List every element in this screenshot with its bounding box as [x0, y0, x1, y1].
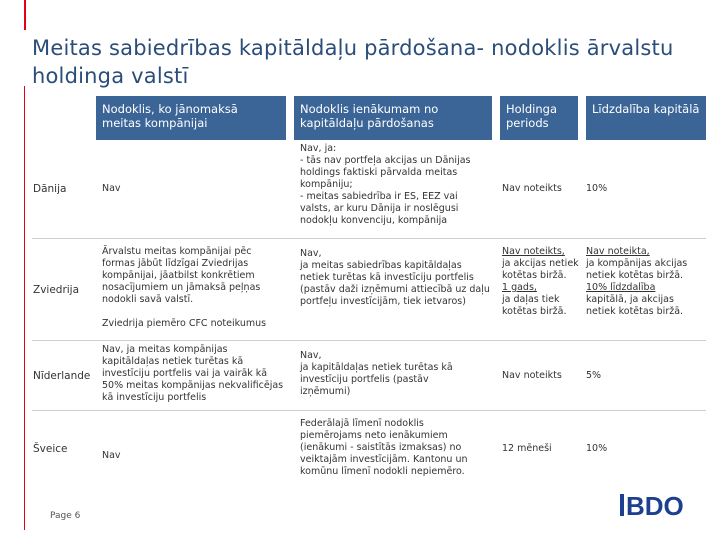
row-tax: Nav, ja meitas kompānijas kapitāldaļas netiek turētas kā investīciju portfelis vai ja vairāk kā 50% meitas kompānijas nekvalificējas kā investīciju portfelis — [102, 344, 284, 403]
accent-bar — [24, 0, 26, 30]
row-country-netherlands: Nīderlande — [33, 370, 91, 382]
row-divider — [32, 238, 706, 239]
header-tax: Nodoklis, ko jānomaksā meitas kompānijai — [96, 96, 286, 140]
row-period: Nav noteikts, ja akcijas netiek kotētas biržā. 1 gads, ja daļas tiek kotētas biržā. — [502, 246, 579, 317]
row-period: 12 mēneši — [502, 443, 552, 454]
table-header — [96, 96, 706, 140]
row-country-denmark: Dānija — [33, 183, 67, 195]
row-period: Nav noteikts — [502, 370, 562, 381]
left-accent-line — [24, 86, 25, 530]
row-country-switzerland: Šveice — [33, 443, 68, 455]
row-income: Nav, ja meitas sabiedrības kapitāldaļas netiek turētas kā investīciju portfelis (pastāv daži izņēmumi attiecībā uz daļu portfeļu investīcijām, tiek ietvaros) — [300, 248, 490, 307]
header-period: Holdinga periods — [500, 96, 578, 140]
row-tax-note: Zviedrija piemēro CFC noteikumus — [102, 318, 267, 329]
row-period: Nav noteikts — [502, 183, 562, 194]
row-divider — [32, 340, 706, 341]
row-income: Nav, ja kapitāldaļas netiek turētas kā investīciju portfelis (pastāv izņēmumi) — [300, 350, 453, 397]
row-share: 5% — [586, 370, 602, 381]
row-divider — [32, 410, 706, 411]
row-share: 10% — [586, 443, 608, 454]
row-tax: Ārvalstu meitas kompānijai pēc formas jābūt līdzīgai Zviedrijas kompānijai, jāatbilst konkrētiem nosacījumiem un jāmaksā peļņas nodokli savā valstī. — [102, 246, 261, 305]
page-number: Page 6 — [50, 511, 81, 521]
bdo-logo — [620, 486, 706, 520]
row-share: 10% — [586, 183, 608, 194]
row-country-sweden: Zviedrija — [33, 284, 80, 296]
logo-text: BDO — [626, 491, 684, 520]
header-income: Nodoklis ienākumam no kapitāldaļu pārdošanas — [294, 96, 492, 140]
row-share: Nav noteikta, ja kompānijas akcijas netiek kotētas biržā. 10% līdzdalība kapitālā, ja akcijas netiek kotētas biržā. — [586, 246, 688, 317]
row-income: Federālajā līmenī nodoklis piemērojams neto ienākumiem (ienākumi - saistītās izmaksas) no veiktajām investīcijām. Kantonu un komūnu līmenī nodokli nepiemēro. — [300, 418, 468, 477]
row-tax: Nav — [102, 183, 121, 194]
row-tax: Nav — [102, 450, 121, 461]
row-income: Nav, ja: - tās nav portfeļa akcijas un Dānijas holdings faktiski pārvalda meitas kompāniju; - meitas sabiedrība ir ES, EEZ vai valsts, ar kuru Dānija ir noslēgusi nodokļu konvenciju, kompānija — [300, 143, 471, 226]
header-share: Līdzdalība kapitālā — [586, 96, 706, 140]
page-title: Meitas sabiedrības kapitāldaļu pārdošana- nodoklis ārvalstu holdinga valstī — [32, 36, 674, 88]
